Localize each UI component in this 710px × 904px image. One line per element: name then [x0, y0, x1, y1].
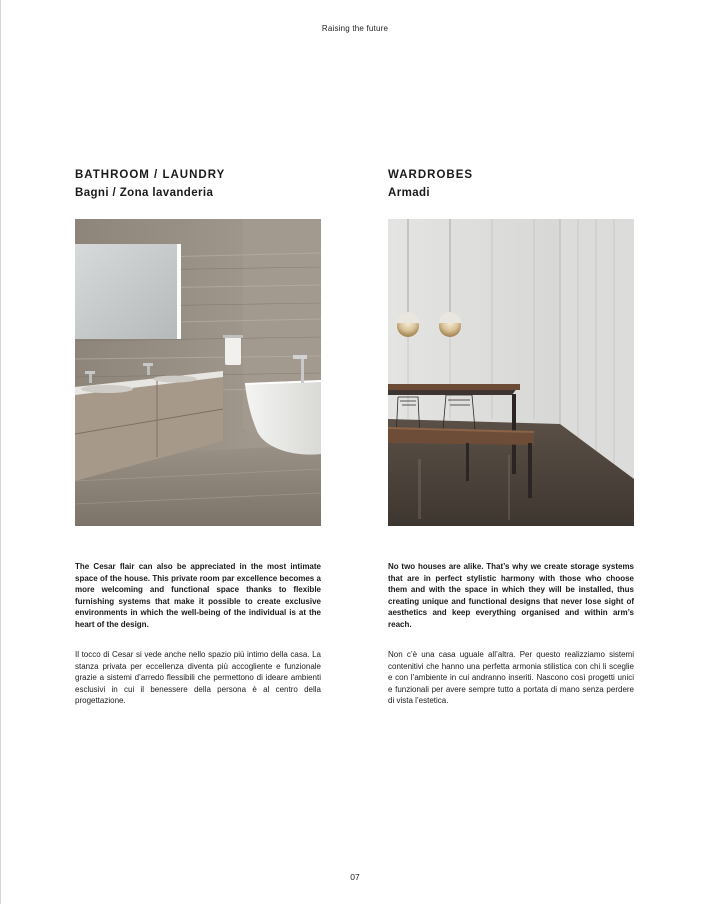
section-body-en: No two houses are alike. That’s why we create storage systems that are in perfect stylistic harmony with those who choose them and with the space in which they will be installed, thus creating unique and functional designs that never lose sight of aesthetics and keep everything organised and within arm’s reach. [388, 562, 634, 629]
section-wardrobes [388, 168, 634, 705]
section-body-it: Non c’è una casa uguale all’altra. Per questo realizziamo sistemi contenitivi che hanno una perfetta armonia stilistica con chi li sceglie e con l’ambiente in cui andranno inseriti. Nascono così progetti unici e funzionali per avere sempre tutto a portata di mano senza perdere di vista l’estetica. [388, 650, 634, 705]
section-title-en: WARDROBES [388, 169, 474, 181]
page-number: 07 [350, 872, 360, 882]
page-edge [0, 0, 1, 904]
section-bathroom [75, 168, 321, 705]
bathroom-photo [75, 219, 321, 526]
section-body-it: Il tocco di Cesar si vede anche nello spazio più intimo della casa. La stanza privata per eccellenza diventa più accogliente e funzionale grazie a sistemi d’arredo flessibili che permettono di ideare ambienti esclusivi in cui il benessere della persona è al centro della progettazione. [75, 650, 321, 705]
running-title: Raising the future [321, 24, 389, 33]
wardrobe-photo [388, 219, 634, 526]
section-body-en: The Cesar flair can also be appreciated in the most intimate space of the house. This private room par excellence becomes a more welcoming and functional space thanks to flexible furnishing systems that make it possible to create exclusive environments in which the well-being of the individual is at the heart of the design. [75, 562, 321, 629]
section-title-it: Bagni / Zona lavanderia [75, 187, 214, 199]
section-title-it: Armadi [388, 187, 431, 199]
section-title-en: BATHROOM / LAUNDRY [75, 169, 226, 181]
